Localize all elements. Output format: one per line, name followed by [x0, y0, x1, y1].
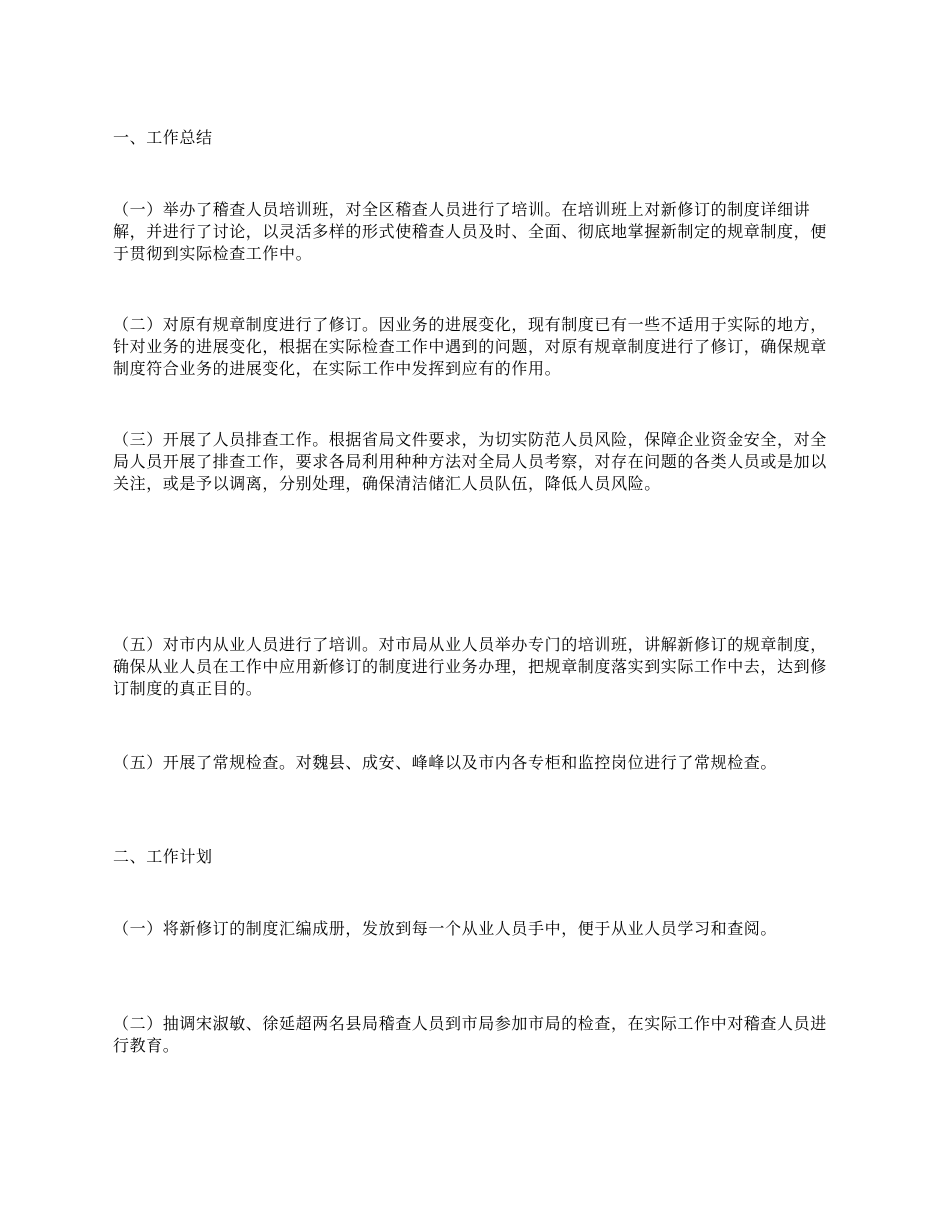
section-heading-work-summary: 一、工作总结: [113, 128, 213, 147]
paragraph-plan-inspector-assignment: （二）抽调宋淑敏、徐延超两名县局稽查人员到市局参加市局的检查，在实际工作中对稽查人员进行教育。: [113, 1014, 827, 1055]
paragraph-rule-revision: （二）对原有规章制度进行了修订。因业务的进展变化，现有制度已有一些不适用于实际的地方，针对业务的进展变化，根据在实际检查工作中遇到的问题，对原有规章制度进行了修订，确保规章制度符合业务的进展变化，在实际工作中发挥到应有的作用。: [113, 315, 827, 378]
paragraph-personnel-screening: （三）开展了人员排查工作。根据省局文件要求，为切实防范人员风险，保障企业资金安全，对全局人员开展了排查工作，要求各局利用种种方法对全局人员考察，对存在问题的各类人员或是加以关注，或是予以调离，分别处理，确保清洁储汇人员队伍，降低人员风险。: [113, 430, 827, 493]
paragraph-routine-inspection: （五）开展了常规检查。对魏县、成安、峰峰以及市内各专柜和监控岗位进行了常规检查。: [113, 753, 778, 772]
paragraph-plan-compile-rules: （一）将新修订的制度汇编成册，发放到每一个从业人员手中，便于从业人员学习和查阅。: [113, 919, 778, 938]
paragraph-training-class: （一）举办了稽查人员培训班，对全区稽查人员进行了培训。在培训班上对新修订的制度详细讲解，并进行了讨论，以灵活多样的形式使稽查人员及时、全面、彻底地掌握新制定的规章制度，便于贯彻到实际检查工作中。: [113, 200, 827, 263]
paragraph-staff-training: （五）对市内从业人员进行了培训。对市局从业人员举办专门的培训班，讲解新修订的规章制度，确保从业人员在工作中应用新修订的制度进行业务办理，把规章制度落实到实际工作中去，达到修订制度的真正目的。: [113, 635, 827, 698]
section-heading-work-plan: 二、工作计划: [113, 847, 213, 866]
